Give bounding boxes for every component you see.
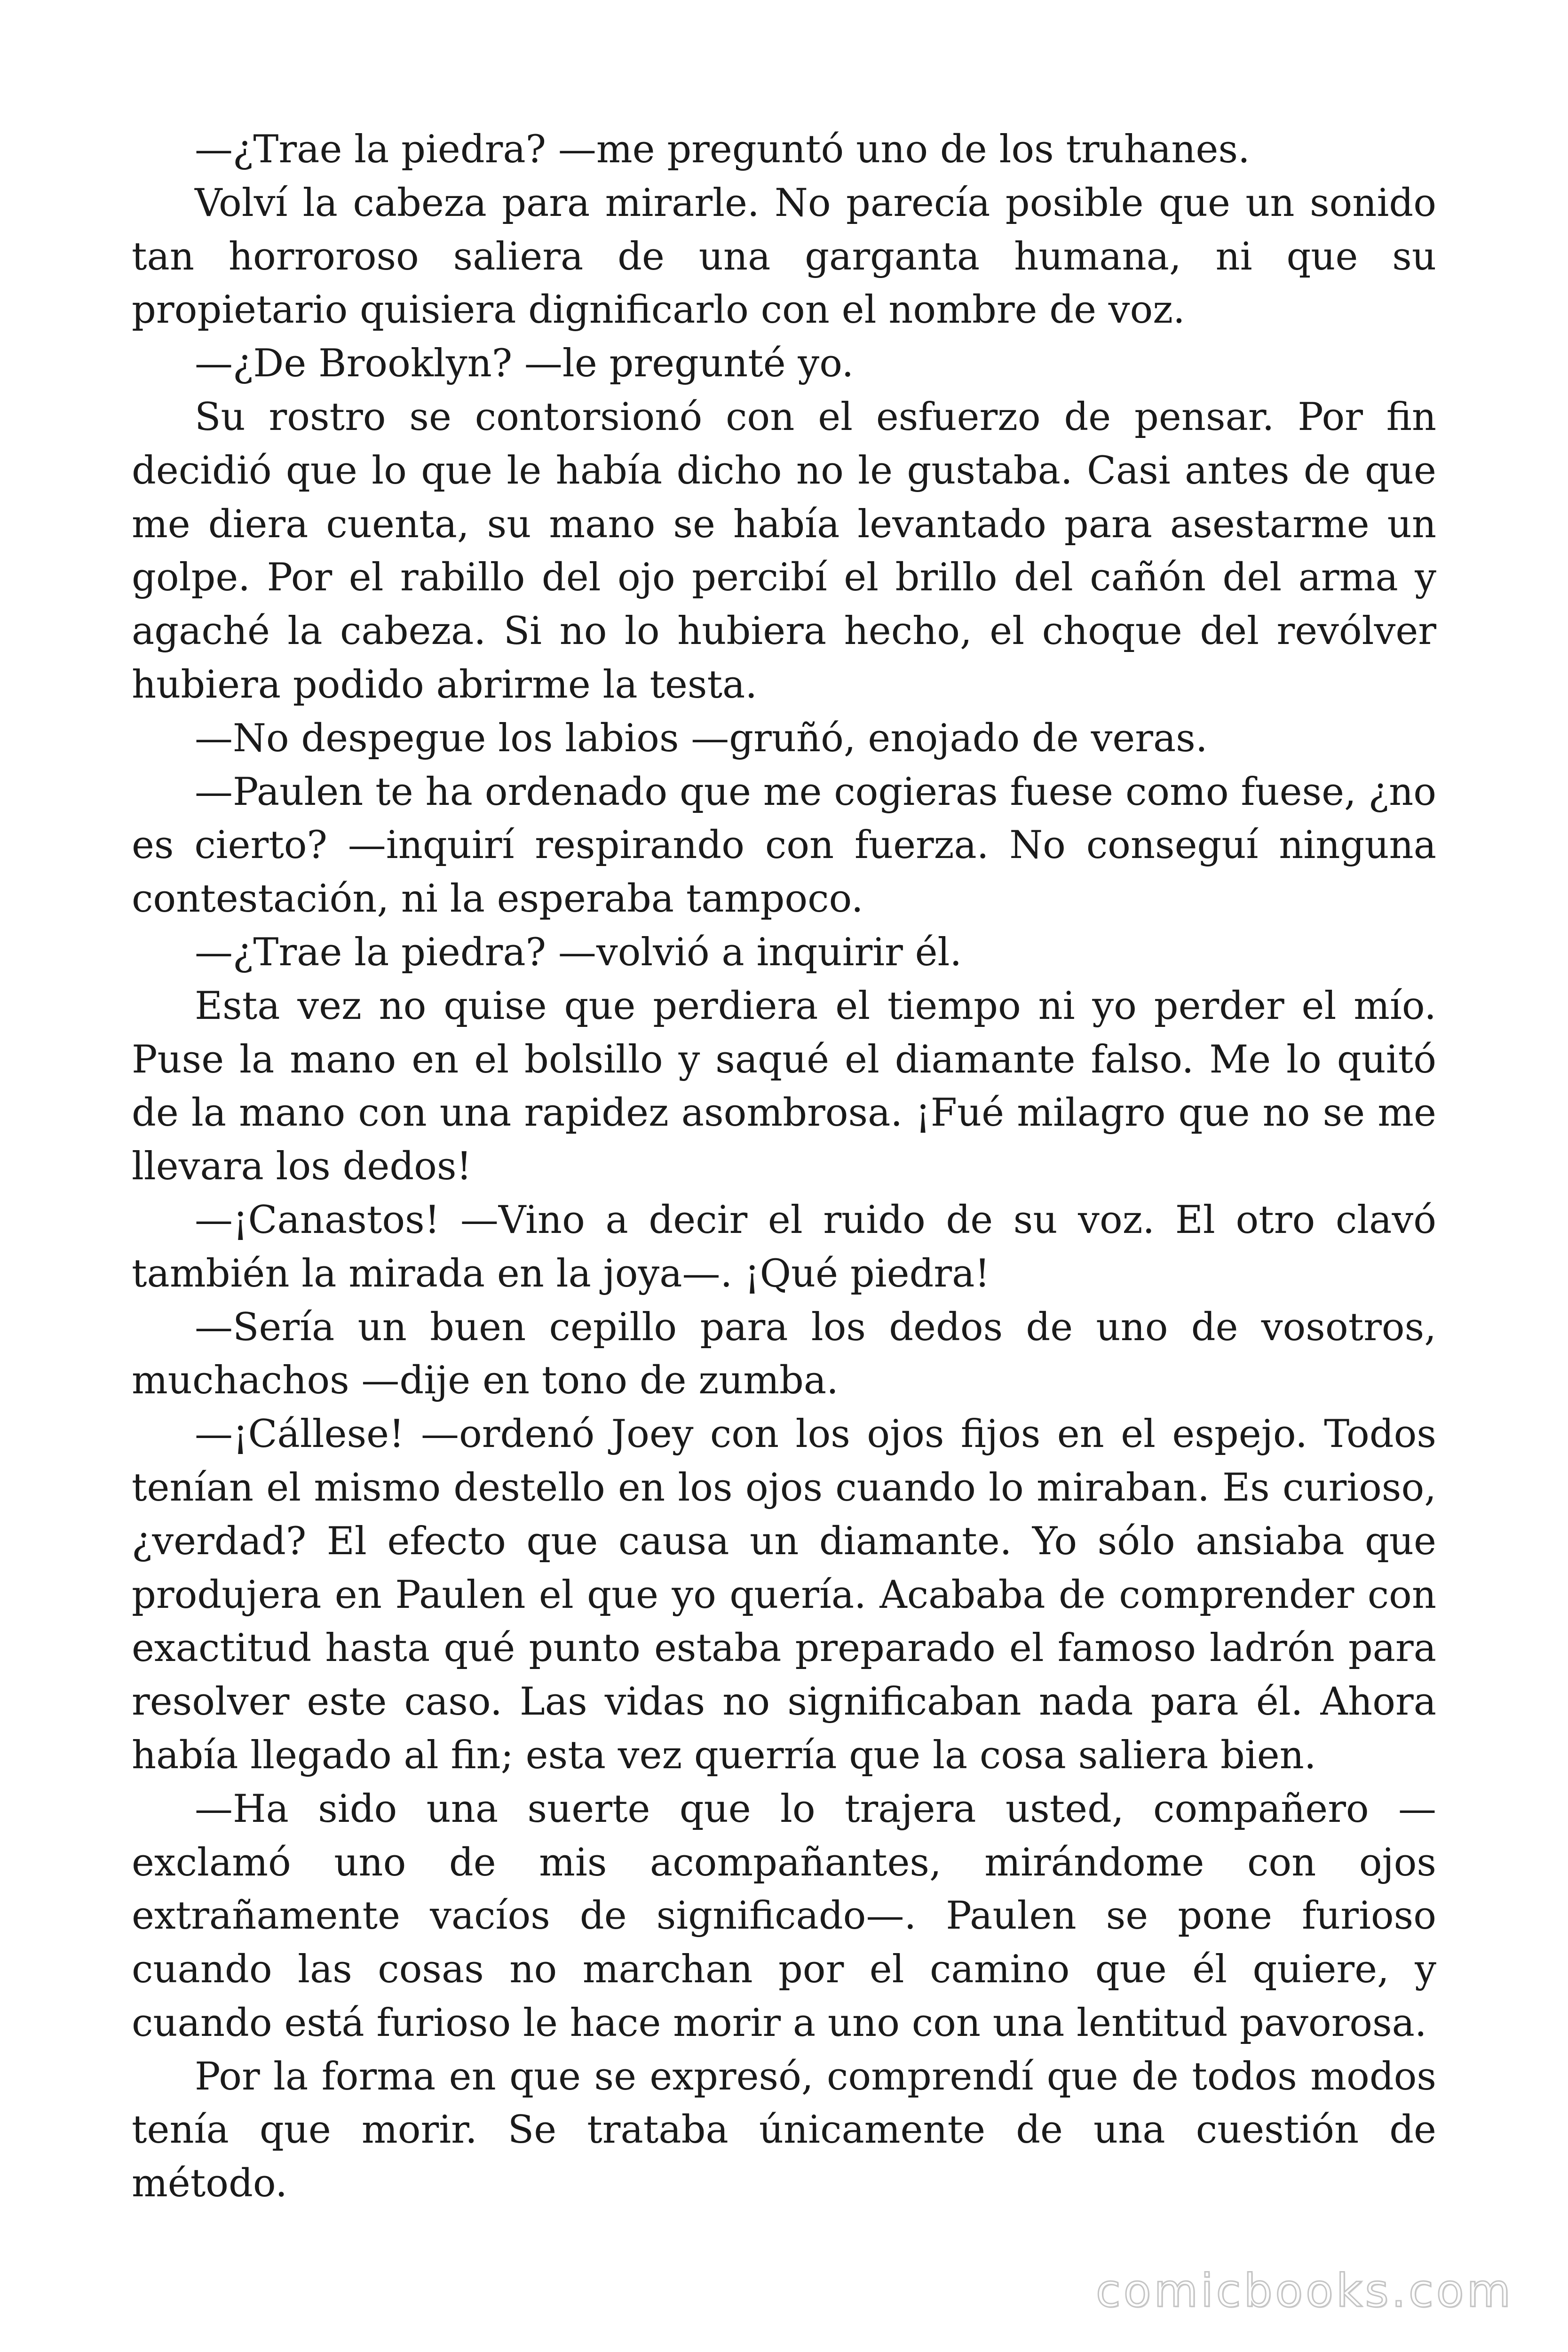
paragraph: —¡Canastos! —Vino a decir el ruido de su voz. El otro clavó también la mirada en la joya—. ¡Qué piedra! [132,1198,1436,1296]
paragraph: —¿Trae la piedra? —me preguntó uno de los truhanes. [195,127,1250,172]
paragraph: Esta vez no quise que perdiera el tiempo ni yo perder el mío. Puse la mano en el bolsillo y saqué el diamante falso. Me lo quitó de la mano con una rapidez asombrosa. ¡Fué milagro que no se me llevara los dedos! [132,984,1436,1189]
paragraph: —No despegue los labios —gruñó, enojado de veras. [195,716,1208,761]
paragraph: —¿De Brooklyn? —le pregunté yo. [195,342,854,386]
body-text [132,123,1436,2211]
paragraph: —¡Cállese! —ordenó Joey con los ojos fijos en el espejo. Todos tenían el mismo destello en los ojos cuando lo miraban. Es curioso, ¿verdad? El efecto que causa un diamante. Yo sólo ansiaba que produjera en Paulen el que yo quería. Acababa de comprender con exactitud hasta qué punto estaba preparado el famoso ladrón para resolver este caso. Las vidas no significaban nada para él. Ahora había llegado al fin; esta vez querría que la cosa saliera bien. [132,1412,1436,1778]
watermark: comicbooks.com [1095,2265,1513,2317]
paragraph: —¿Trae la piedra? —volvió a inquirir él. [195,930,962,975]
paragraph: Por la forma en que se expresó, comprendí que de todos modos tenía que morir. Se trataba únicamente de una cuestión de método. [132,2054,1436,2206]
paragraph: —Sería un buen cepillo para los dedos de uno de vosotros, muchachos —dije en tono de zumba. [132,1305,1436,1403]
paragraph: Volví la cabeza para mirarle. No parecía posible que un sonido tan horroroso saliera de una garganta humana, ni que su propietario quisiera dignificarlo con el nombre de voz. [132,181,1436,333]
paragraph: —Ha sido una suerte que lo trajera usted, compañero —exclamó uno de mis acompañantes, mirándome con ojos extrañamente vacíos de significado—. Paulen se pone furioso cuando las cosas no marchan por el camino que él quiere, y cuando está furioso le hace morir a uno con una lentitud pavorosa. [132,1787,1436,2045]
paragraph: Su rostro se contorsionó con el esfuerzo de pensar. Por fin decidió que lo que le había dicho no le gustaba. Casi antes de que me diera cuenta, su mano se había levantado para asestarme un golpe. Por el rabillo del ojo percibí el brillo del cañón del arma y agaché la cabeza. Si no lo hubiera hecho, el choque del revólver hubiera podido abrirme la testa. [132,395,1436,707]
paragraph: —Paulen te ha ordenado que me cogieras fuese como fuese, ¿no es cierto? —inquirí respirando con fuerza. No conseguí ninguna contestación, ni la esperaba tampoco. [132,770,1436,922]
